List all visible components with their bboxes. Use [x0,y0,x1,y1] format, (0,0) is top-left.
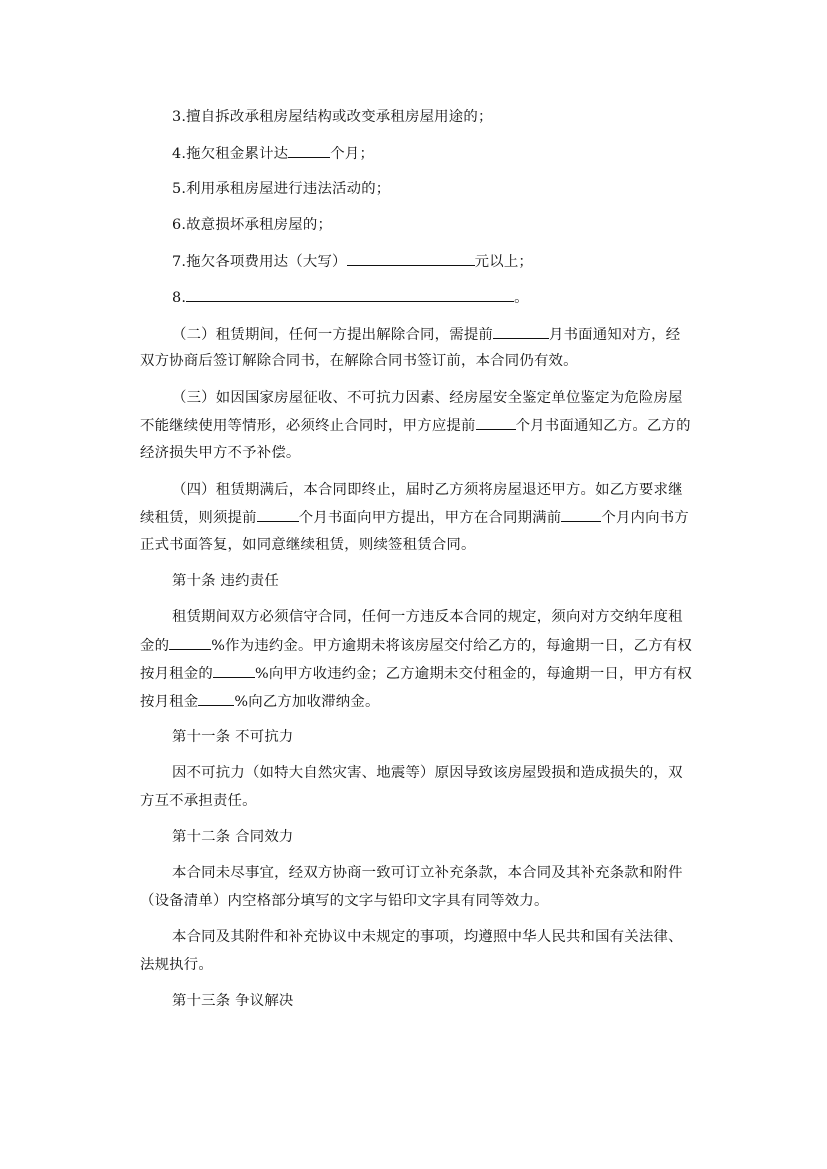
paragraph-line [140,535,476,555]
text: （二）租赁期间，任何一方提出解除合同，需提前 [172,327,493,343]
text: 个月； [330,146,375,162]
paragraph-line [172,388,683,408]
blank-field[interactable] [213,663,255,678]
paragraph-line [140,955,213,975]
text: 经济损失甲方不予补偿。 [140,445,301,461]
paragraph-line [140,415,691,436]
paragraph-line [140,791,257,811]
paragraph-line [140,635,692,656]
paragraph-line [172,324,680,345]
heading-text: 第十二条 合同效力 [172,829,294,845]
paragraph-line [140,691,380,712]
text: 。 [514,290,529,306]
text: 8. [172,290,187,306]
paragraph-line [140,891,549,911]
text: 本合同及其附件和补充协议中未规定的事项，均遵照中华人民共和国有关法律、 [172,929,683,945]
clause-item-6 [172,215,332,235]
text: 7.拖欠各项费用达（大写） [172,254,347,270]
blank-field[interactable] [476,415,516,430]
blank-field[interactable] [347,251,475,266]
text: 按月租金 [140,694,199,710]
blank-field[interactable] [198,691,234,706]
paragraph-line [140,351,578,371]
text: 正式书面答复，如同意继续租赁，则续签租赁合同。 [140,537,476,553]
heading-text: 第十条 违约责任 [172,573,279,589]
text: 月书面通知对方，经 [549,327,681,343]
text: 租赁期间双方必须信守合同，任何一方违反本合同的规定，须向对方交纳年度租 [172,609,683,625]
text: 3.擅自拆改承租房屋结构或改变承租房屋用途的； [172,109,493,125]
clause-item-4 [172,143,374,164]
text: （设备清单）内空格部分填写的文字与铅印文字具有同等效力。 [140,893,549,909]
text: %作为违约金。甲方逾期未将该房屋交付给乙方的，每逾期一日，乙方有权 [211,638,692,654]
heading-text: 第十三条 争议解决 [172,993,294,1009]
text: 双方协商后签订解除合同书，在解除合同书签订前，本合同仍有效。 [140,353,578,369]
section-heading [172,571,279,591]
text: 6.故意损坏承租房屋的； [172,217,333,233]
text: %向甲方收违约金；乙方逾期未交付租金的，每逾期一日，甲方有权 [254,666,692,682]
text: 本合同未尽事宜，经双方协商一致可订立补充条款，本合同及其补充条款和附件 [172,865,683,881]
text: （三）如因国家房屋征收、不可抗力因素、经房屋安全鉴定单位鉴定为危险房屋 [172,390,683,406]
heading-text: 第十一条 不可抗力 [172,729,294,745]
text: 4.拖欠租金累计达 [172,146,289,162]
paragraph-line [140,443,301,463]
paragraph-line [172,763,683,783]
text: 元以上； [474,254,534,270]
text: 个月书面通知乙方。乙方的 [515,418,691,434]
blank-field[interactable] [288,143,330,158]
text: （四）租赁期满后，本合同即终止，届时乙方须将房屋退还甲方。如乙方要求继 [172,482,683,498]
blank-field[interactable] [561,507,601,522]
paragraph-line [172,863,683,883]
section-heading [172,727,294,747]
text: 不能继续使用等情形，必须终止合同时，甲方应提前 [140,418,476,434]
blank-field[interactable] [169,635,211,650]
clause-item-7 [172,251,533,272]
clause-item-5 [172,179,390,199]
blank-field[interactable] [493,324,549,339]
paragraph-line [140,663,692,684]
text: 个月书面向甲方提出，甲方在合同期满前 [298,510,562,526]
text: 按月租金的 [140,666,213,682]
paragraph-line [140,507,689,528]
clause-item-3 [172,107,493,127]
blank-field[interactable] [186,287,514,302]
paragraph-line [172,607,683,627]
paragraph-line [172,480,683,500]
text: 5.利用承租房屋进行违法活动的； [172,181,391,197]
blank-field[interactable] [257,507,299,522]
text: %向乙方加收滞纳金。 [234,694,380,710]
text: 法规执行。 [140,957,213,973]
text: 个月内向书方 [601,510,689,526]
section-heading [172,991,294,1011]
text: 金的 [140,638,170,654]
paragraph-line [172,927,683,947]
text: 方互不承担责任。 [140,793,257,809]
clause-item-8 [172,287,529,308]
text: 因不可抗力（如特大自然灾害、地震等）原因导致该房屋毁损和造成损失的，双 [172,765,683,781]
text: 续租赁，则须提前 [140,510,257,526]
section-heading [172,827,294,847]
